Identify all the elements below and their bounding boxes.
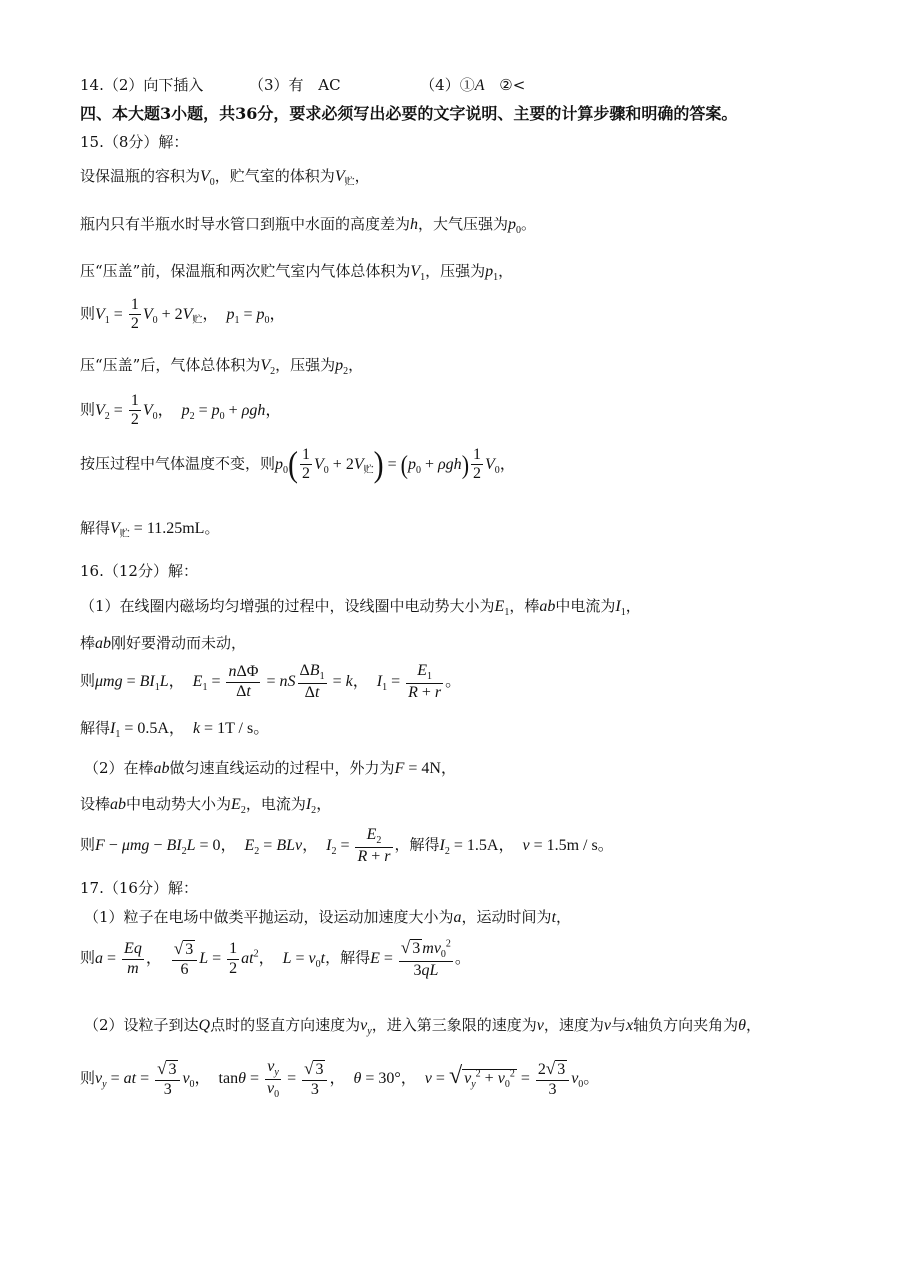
var-a: a	[453, 909, 462, 926]
text: 则	[80, 400, 96, 419]
var-ab: ab	[539, 598, 556, 615]
subscript: 贮	[119, 529, 130, 541]
q16-equation-2: 则$F - \mu mg - BI_2L = 0$， $E_2$ = BLv， $I_2$ = $\frac{E_2}{R + r}$ ，解得$I_2 = 1.5A$， v = 1.5m / s。	[80, 826, 614, 865]
text: ，	[625, 597, 641, 615]
q16-result-1: 解得$I_1 = 0.5A$， k = 1T / s。	[80, 719, 270, 741]
answer-14-part4-b: ②<	[499, 76, 526, 94]
var-ab: ab	[110, 796, 127, 813]
text: 解得	[80, 519, 111, 537]
question-number: 14.	[80, 76, 104, 94]
question-16-heading: 16.（12分）解：	[80, 562, 198, 580]
answer-14-part4: （4）①	[420, 76, 475, 94]
var-Q: Q	[198, 1017, 211, 1034]
text: 做匀速直线运动的过程中，外力为	[169, 759, 395, 777]
result-value: = 11.25mL	[133, 520, 205, 537]
q16-line-1: （1）在线圈内磁场均匀增强的过程中，设线圈中电动势大小为$E_1$，棒ab中电流为$I_1$，	[80, 597, 641, 619]
text: 与	[610, 1016, 626, 1034]
text: ，压强为	[425, 262, 486, 280]
q16-line-6: 设棒ab中电动势大小为$E_2$，电流为$I_2$，	[80, 795, 333, 817]
text: ，	[498, 262, 514, 280]
q15-line-1: 设保温瓶的容积为$V_0$，贮气室的体积为$V_贮$，	[80, 167, 370, 189]
text: （2）在棒	[84, 759, 154, 777]
result-velocity: = 1.5m / s	[533, 836, 598, 854]
answer-14-part2: （2）向下插入	[103, 76, 204, 94]
q15-line-5: 压“压盖”后，气体总体积为$V_2$，压强为$p_2$，	[80, 356, 364, 378]
q17-line-1	[84, 908, 571, 928]
q15-equation-1: 则$V_1$ = $\frac{1}{2}$ $V_0 + 2V_贮$， $p_1 = p_0$，	[80, 296, 286, 333]
text: ，	[745, 1016, 761, 1034]
text: 设棒	[80, 795, 111, 813]
answer-14-part3: （3）有	[248, 76, 304, 94]
text: 则	[80, 304, 96, 323]
text: 棒	[80, 634, 96, 652]
question-15-heading: 15.（8分）解：	[80, 133, 189, 151]
q15-line-2: 瓶内只有半瓶水时导水管口到瓶中水面的高度差为h，大气压强为$p_0$。	[80, 215, 537, 237]
q17-line-3: （2）设粒子到达Q点时的竖直方向速度为$v_y$，进入第三象限的速度为v，速度为v与x轴负方向夹角为θ，	[84, 1016, 761, 1038]
q16-line-5: （2）在棒ab做匀速直线运动的过程中，外力为F = 4N，	[84, 759, 457, 777]
answer-14-line	[80, 76, 525, 96]
text: ，运动时间为	[461, 908, 552, 926]
var-v: v	[536, 1017, 544, 1034]
q15-equation-2: 则$V_2$ = $\frac{1}{2}$ $V_0$， $p_2 = p_0 + \rho gh$，	[80, 392, 282, 429]
text: 解得	[80, 719, 111, 737]
text: 则	[80, 948, 96, 967]
q17-equation-2: 则$v_y$ = at = $\frac{√ 3}{3}$ $v_0$， tanθ = $\frac{v_y}{v_0}$ = $\frac{√ 3}{3}$ ， θ = 30°， v = √ $v_y^2 + v_0^2$ = $\frac{2√ 3}{3}$ $v_0$。	[80, 1058, 600, 1100]
text: ，解得	[325, 948, 371, 967]
q15-line-3: 压“压盖”前，保温瓶和两次贮气室内气体总体积为$V_1$，压强为$p_1$，	[80, 262, 514, 284]
q17-equation-1: 则a = $\frac{Eq}{m}$ ， $\frac{√ 3}{6}$ L = $\frac{1}{2}$ $at^2$， $L = v_0t$，解得E = $\frac{√ 3 mv_0^2}{3qL}$ 。	[80, 938, 471, 979]
text: （1）在线圈内磁场均匀增强的过程中，设线圈中电动势大小为	[80, 597, 495, 615]
text: 轴负方向夹角为	[633, 1016, 739, 1034]
text: 瓶内只有半瓶水时导水管口到瓶中水面的高度差为	[80, 215, 411, 233]
q16-line-2	[80, 634, 246, 654]
subscript: 贮	[363, 464, 374, 476]
text: 按压过程中气体温度不变，则	[80, 454, 276, 473]
theta-value: = 30°	[365, 1069, 401, 1087]
text: （1）粒子在电场中做类平抛运动，设运动加速度大小为	[84, 908, 454, 926]
answer-14-part4-a: A	[474, 77, 485, 94]
var-ab: ab	[95, 635, 112, 652]
question-17-heading: 17.（16分）解：	[80, 879, 198, 897]
var-x: x	[625, 1017, 634, 1034]
text: ，棒	[509, 597, 540, 615]
text: ，大气压强为	[418, 215, 509, 233]
text: 压“压盖”前，保温瓶和两次贮气室内气体总体积为	[80, 262, 411, 280]
answer-14-part3-value: AC	[318, 76, 341, 94]
var-h: h	[410, 216, 419, 233]
var-theta: θ	[738, 1017, 746, 1034]
text: 设保温瓶的容积为	[80, 167, 201, 185]
text: （2）设粒子到达	[84, 1016, 199, 1034]
q16-equation-1: 则$\mu mg = BI_1L$， $E_1$ = $\frac{\text{nΔΦ}}{\Delta t}$ = nS $\frac{\Delta B_1}{\Delta t}$ = k， $I_1$ = $\frac{E_1}{R + r}$ 。	[80, 662, 462, 701]
text: ，解得	[394, 835, 440, 854]
result-k: = 1T / s	[204, 720, 254, 737]
var-v: v	[603, 1017, 611, 1034]
q15-equation-3: 按压过程中气体温度不变，则$p_0$( $\frac{1}{2}$ $V_0 + 2V_贮) = (p_0 + \rho gh)$ $\frac{1}{2}$ $V_0$，	[80, 444, 516, 485]
var-ab: ab	[153, 760, 170, 777]
text: ，	[556, 908, 572, 926]
text: 则	[80, 835, 96, 854]
result-current: = 0.5A	[124, 720, 169, 737]
section-heading: 四、本大题3小题，共36分，要求必须写出必要的文字说明、主要的计算步骤和明确的答案。	[80, 104, 738, 123]
result-current-2: = 1.5A	[453, 836, 499, 854]
text: ，贮气室的体积为	[214, 167, 335, 185]
text: 。	[204, 519, 220, 537]
text: ，进入第三象限的速度为	[371, 1016, 537, 1034]
text: ，压强为	[275, 356, 336, 374]
subscript: 贮	[344, 177, 355, 189]
text: ，	[354, 167, 370, 185]
text: ，电流为	[245, 795, 306, 813]
text: 则	[80, 1068, 96, 1087]
text: ，速度为	[543, 1016, 604, 1034]
subscript: 贮	[192, 314, 203, 326]
force-value: = 4N	[408, 760, 441, 777]
text: 则	[80, 671, 96, 690]
text: 。	[521, 215, 537, 233]
text: 中电流为	[555, 597, 616, 615]
text: 中电动势大小为	[126, 795, 232, 813]
q15-result: 解得$V_贮 = 11.25mL$。	[80, 519, 220, 541]
text: ，	[348, 356, 364, 374]
text: 点时的竖直方向速度为	[210, 1016, 361, 1034]
var-t: t	[551, 909, 557, 926]
text: 压“压盖”后，气体总体积为	[80, 356, 261, 374]
text: 刚好要滑动而未动，	[111, 634, 247, 652]
